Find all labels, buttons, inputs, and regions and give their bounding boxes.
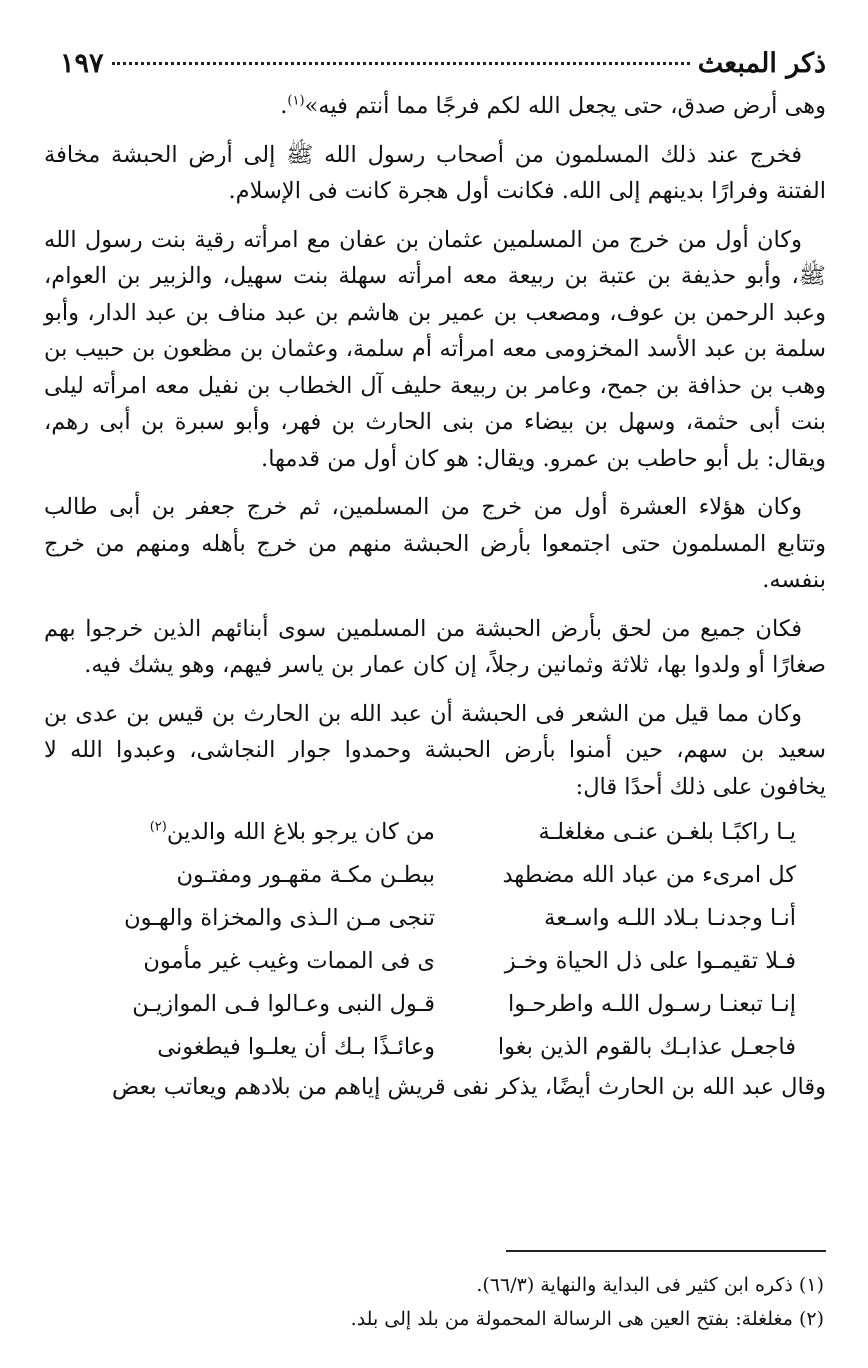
hemistich-text: من كان يرجو بلاغ الله والدين [166, 819, 435, 845]
verse-first-hemistich: أنـا وجدنـا بـلاد اللـه واسـعة [544, 905, 796, 931]
verse-second-hemistich: ى فى الممات وغيب غير مأمون [143, 948, 435, 974]
footnote-2: (٢) مغلغلة: بفتح العين هى الرسالة المحمولة من بلد إلى بلد. [350, 1308, 824, 1330]
paragraph [44, 88, 826, 125]
poem [74, 811, 796, 1069]
verse-first-hemistich: كل امرىء من عباد الله مضطهد [502, 862, 796, 888]
paragraph-end: . [280, 93, 288, 119]
paragraph: فخرج عند ذلك المسلمون من أصحاب رسول الله ﷺ إلى أرض الحبشة مخافة الفتنة وفرارًا بدينهم إلى الله. فكانت أول هجرة كانت فى الإسلام. [44, 141, 826, 204]
footnotes [44, 1268, 824, 1336]
verse-first-hemistich: إنـا تبعنـا رسـول اللـه واطرحـوا [507, 991, 796, 1017]
verse-first-hemistich: فاجعـل عذابـك بالقوم الذين بغوا [497, 1034, 796, 1060]
paragraph: فكان جميع من لحق بأرض الحبشة من المسلمين سوى أبنائهم الذين خرجوا بهم صغارًا أو ولدوا بها، ثلاثة وثمانين رجلاً، إن كان عمار بن ياسر فيهم، وهو يشك فيه. [44, 615, 826, 678]
poem-verse [74, 1026, 796, 1069]
footnote-ref[interactable]: (١) [287, 93, 305, 109]
poem-verse [74, 811, 796, 854]
poem-verse [74, 854, 796, 897]
verse-second-hemistich [74, 811, 435, 854]
verse-second-hemistich: تنجى مـن الـذى والمخزاة والهـون [124, 905, 435, 931]
page-number: ١٩٧ [60, 48, 104, 79]
poem-verse [74, 940, 796, 983]
paragraph: وكان مما قيل من الشعر فى الحبشة أن عبد الله بن الحارث بن قيس بن عدى بن سعيد بن سهم، حين أمنوا بأرض الحبشة وحمدوا جوار النجاشى، وعبدوا الله لا يخافون على ذلك أحدًا قال: [44, 700, 826, 800]
leader-dots [112, 62, 690, 65]
verse-first-hemistich: فـلا تقيمـوا على ذل الحياة وخـز [504, 948, 796, 974]
paragraph: وكان هؤلاء العشرة أول من خرج من المسلمين، ثم خرج جعفر بن أبى طالب وتتابع المسلمون حتى اجتمعوا بأرض الحبشة منهم من خرج بأهله ومنهم من خرج بنفسه. [44, 494, 826, 593]
poem-verse [74, 897, 796, 940]
main-text [44, 88, 826, 1118]
poem-verse [74, 983, 796, 1026]
footnote-ref[interactable]: (٢) [149, 819, 167, 835]
footnote-1: (١) ذكره ابن كثير فى البداية والنهاية (٦٦/٣). [476, 1274, 824, 1296]
running-header [60, 48, 826, 79]
verse-second-hemistich: ببطـن مكـة مقهـور ومفتـون [176, 862, 435, 888]
paragraph: وكان أول من خرج من المسلمين عثمان بن عفان مع امرأته رقية بنت رسول الله ﷺ، وأبو حذيفة بن عتبة بن ربيعة معه امرأته سهلة بنت سهيل، والزبير بن العوام، وعبد الرحمن بن عوف، ومصعب بن عمير بن هاشم بن عبد مناف بن عبد الدار، وأبو سلمة بن عبد الأسد المخزومى معه امرأته أم سلمة، وعثمان بن مظعون بن حبيب بن وهب بن حذافة بن جمح، وعامر بن ربيعة حليف آل الخطاب بن نفيل معه امرأته ليلى بنت أبى حثمة، وسهل بن بيضاء من بنى الحارث بن فهر، وأبو سبرة بن أبى رهم، ويقال: بل أبو حاطب بن عمرو. ويقال: هو كان أول من قدمها. [44, 226, 826, 472]
chapter-title: ذكر المبعث [697, 48, 826, 79]
verse-second-hemistich: قـول النبى وعـالوا فـى الموازيـن [132, 991, 435, 1017]
paragraph-text: وهى أرض صدق، حتى يجعل الله لكم فرجًا مما أنتم فيه» [304, 93, 826, 119]
footnote-separator [506, 1250, 826, 1252]
verse-second-hemistich: وعائـذًا بـك أن يعلـوا فيطغونى [157, 1034, 435, 1060]
verse-first-hemistich: يـا راكبًـا بلغـن عنـى مغلغلـة [538, 819, 796, 845]
paragraph-after-poem: وقال عبد الله بن الحارث أيضًا، يذكر نفى قريش إياهم من بلادهم ويعاتب بعض [111, 1074, 826, 1100]
